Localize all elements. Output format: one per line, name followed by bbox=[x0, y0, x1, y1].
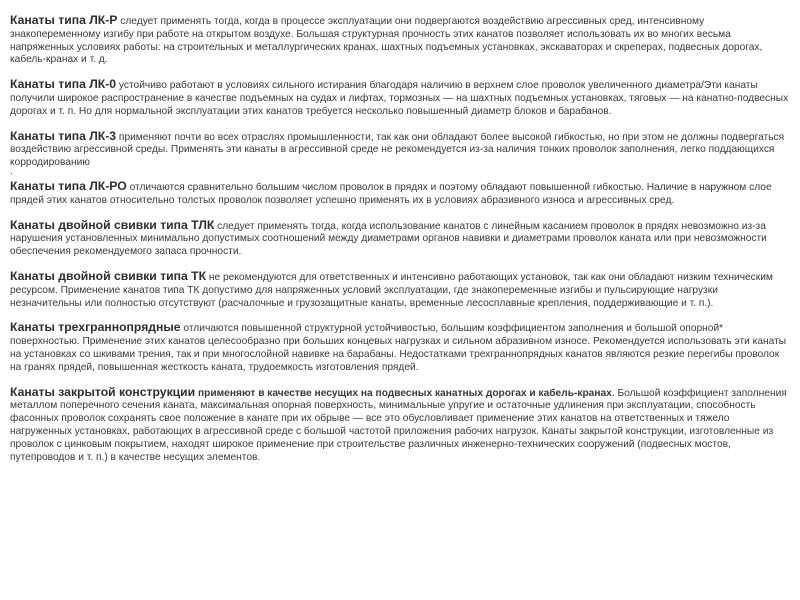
paragraph-lk-3 bbox=[10, 130, 790, 170]
term-continuation: применяют в качестве несущих на подвесных канатных дорогах и кабель-кранах bbox=[195, 387, 612, 399]
term-heading: Канаты типа ЛК-3 bbox=[10, 128, 117, 143]
term-heading: Канаты типа ЛК-0 bbox=[10, 77, 117, 92]
paragraph-text: отличаются сравнительно большим числом проволок в прядях и поэтому обладают повышенной гибкостью. Наличие в наружном слое прядей этих канатов относительно толстых проволок позволяет успешно применять их в условиях абразивного износа и агрессивных сред. bbox=[10, 181, 772, 206]
term-heading: Канаты типа ЛК-РО bbox=[10, 178, 127, 193]
term-heading: Канаты двойной свивки типа ТК bbox=[10, 268, 207, 283]
paragraph-text: устойчиво работают в условиях сильного истирания благодаря наличию в верхнем слое проволок увеличенного диаметра/Эти канаты получили широкое распространение в качестве подъемных на судах и лифтах, тормозных — на шахтных подъемных установках, тяговых — на канатно-подвесных дорогах и т. п. Но для нормальной эксплуатации этих канатов требуется несколько повышенный диаметр блоков и барабанов. bbox=[10, 80, 789, 117]
paragraph-tk bbox=[10, 270, 790, 310]
stray-period: . bbox=[10, 165, 13, 177]
term-heading: Канаты двойной свивки типа ТЛК bbox=[10, 217, 215, 232]
paragraph-lk-ro bbox=[10, 180, 790, 208]
paragraph-text: . Большой коэффициент заполнения металлом поперечного сечения каната, максимальная опорная поверхность, минимальные упругие и остаточные удлинения при эксплуатации, способность фасонных проволок сохранять свое положение в канате при их обрыве — все это обусловливает применение этих канатов на ответственных и тяжело нагруженных установках, работающих в агрессивной среде с большой частотой приложения рабочих нагрузок. Канаты закрытой конструкции, изготовленные из проволок с цинковым покрытием, находят широкое применение при строительстве различных инженерно-технических сооружений (подвесных мостов, путепроводов и т. п.) в качестве несущих элементов. bbox=[10, 387, 787, 463]
term-heading: Канаты типа ЛК-Р bbox=[10, 13, 118, 27]
paragraph-text: следует применять тогда, когда использование канатов с линейным касанием проволок в прядях невозможно из-за нарушения установленных минимально допустимых соотношений между диаметрами органов навивки и диаметрами проволок каната или при невозможности обеспечения рекомендуемого запаса прочности. bbox=[10, 220, 767, 258]
paragraph-lk-0 bbox=[10, 78, 790, 118]
paragraph-closed bbox=[10, 386, 790, 465]
paragraph-text: применяют почти во всех отраслях промышленности, так как они обладают более высокой гибкостью, но при этом не должны подвергаться воздействию агрессивной среды. Применять эти канаты в агрессивной среде не рекомендуется из-за наличия тонких проволок заполнения, легко поддающихся корродированию bbox=[10, 131, 785, 169]
term-heading: Канаты трехграннопрядные bbox=[10, 320, 181, 335]
paragraph-triangular bbox=[10, 321, 790, 374]
paragraph-tlk bbox=[10, 219, 790, 259]
paragraph-text: следует применять тогда, когда в процессе эксплуатации они подвергаются воздействию агрессивных сред, интенсивному знакопеременному изгибу при работе на открытом воздухе. Большая структурная прочность этих канатов позволяет использовать их во многих весьма напряженных условиях работы: на строительных и металлургических кранах, шахтных подъемных установках, экскаваторах и скреперах, подвесных дорогах, кабель-кранах и т. д. bbox=[10, 16, 763, 66]
paragraph-text: отличаются повышенной структурной устойчивостью, большим коэффициентом заполнения и большой опорной* поверхностью. Применение этих канатов целесообразно при больших концевых нагрузках и сильном абразивном износе. Рекомендуется использовать эти канаты на установках со шкивами трения, так и при многослойной навивке на барабаны. Недостатками трехграннопрядных канатов являются резкие перегибы проволок на гранях прядей, повышенная жесткость каната, трудоемкость изготовления прядей. bbox=[10, 323, 787, 373]
term-heading: Канаты закрытой конструкции bbox=[10, 384, 196, 399]
paragraph-text: не рекомендуются для ответственных и интенсивно работающих установок, так как они обладают низким техническим ресурсом. Применение канатов типа ТК допустимо для напряженных условий эксплуатации, где знакопеременные изгибы и пульсирующие нагрузки незначительны или полностью отсутствуют (расчалочные и грузозащитные канаты, временные лесосплавные крепления, поддерживающие и т. п.). bbox=[10, 271, 773, 309]
paragraph-lk-r bbox=[10, 14, 790, 67]
